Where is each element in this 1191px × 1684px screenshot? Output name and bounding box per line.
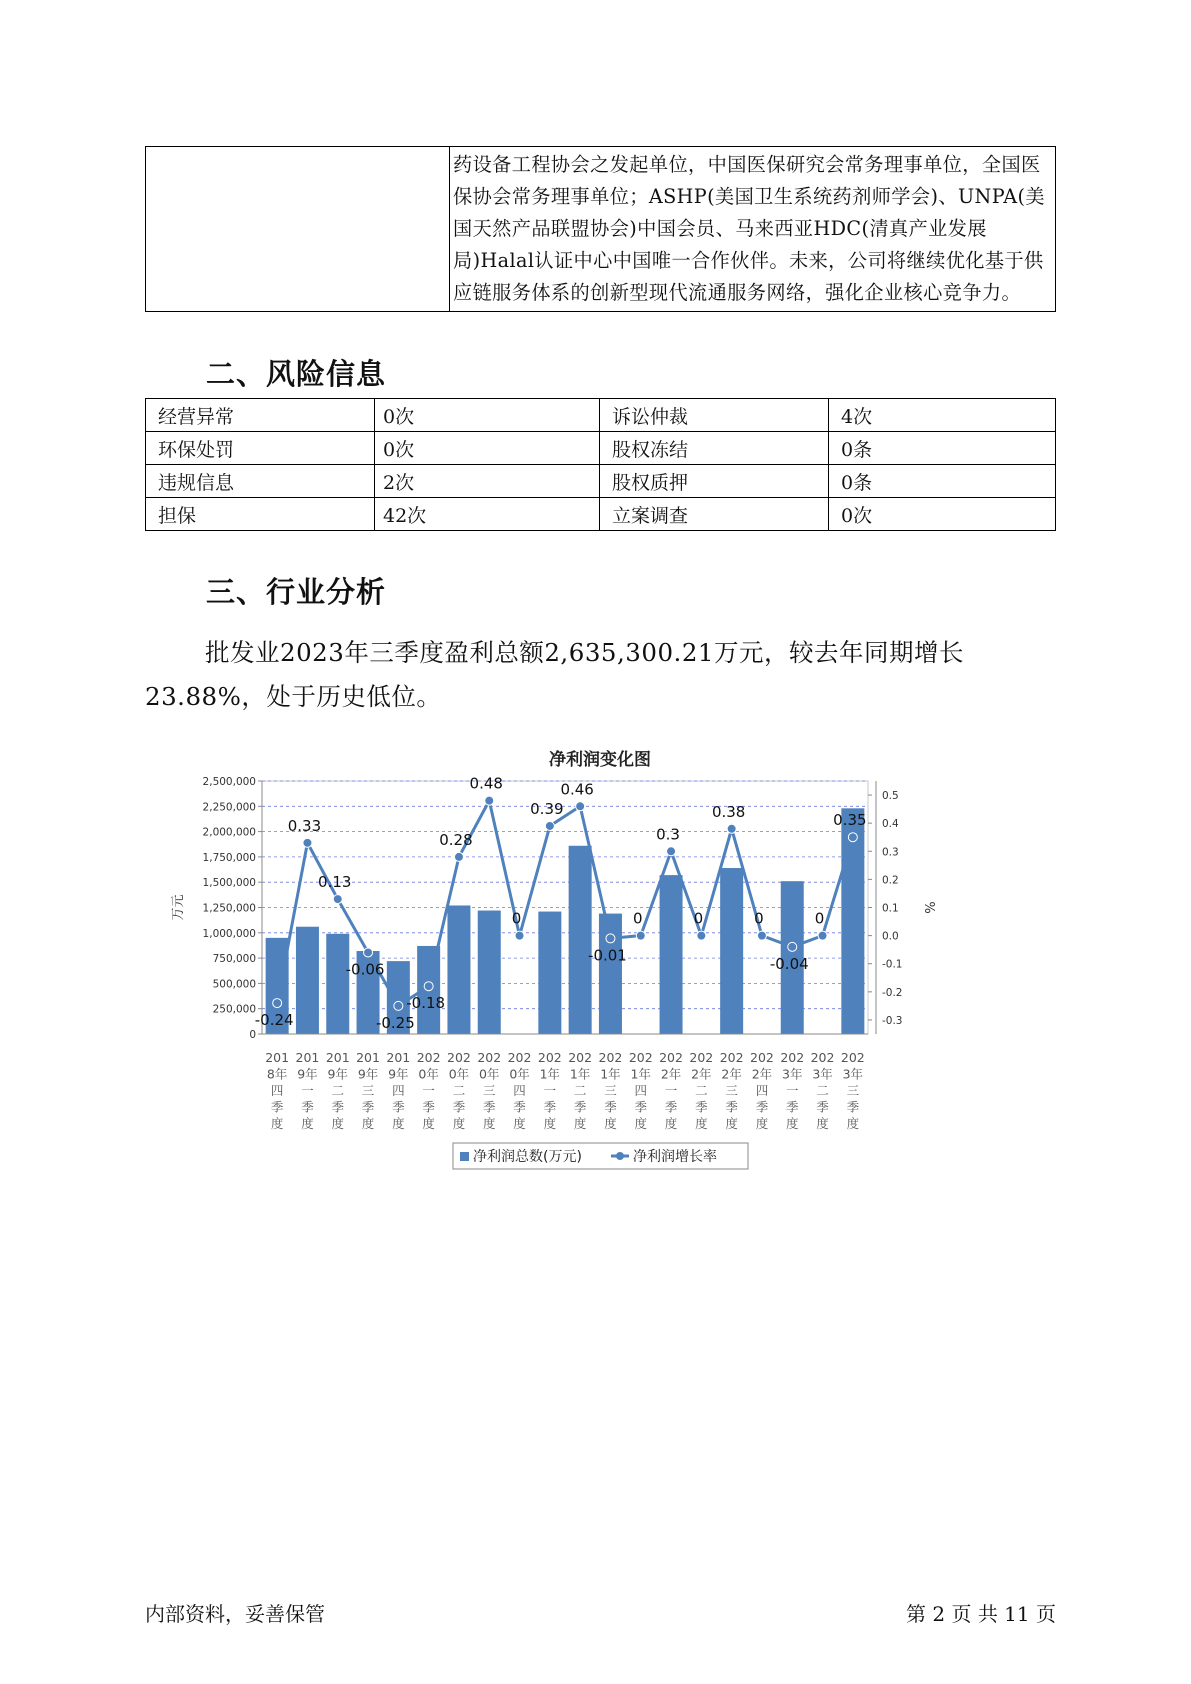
x-tick-label: 202 3年一季度 xyxy=(780,1050,805,1131)
profit-bar xyxy=(660,875,683,1034)
growth-rate-data-label: 0 xyxy=(693,909,704,928)
x-tick-label: 201 9年三季度 xyxy=(356,1050,380,1131)
y2-tick-label: -0.1 xyxy=(882,958,903,971)
growth-rate-data-label: 0.48 xyxy=(469,774,503,793)
profit-bar xyxy=(538,912,561,1034)
growth-rate-point xyxy=(545,821,554,830)
y-tick-label: 1,750,000 xyxy=(202,851,256,864)
growth-rate-data-label: -0.18 xyxy=(406,994,446,1013)
legend-line-marker xyxy=(616,1152,624,1160)
x-tick-label: 202 1年三季度 xyxy=(598,1050,623,1131)
growth-rate-point xyxy=(485,796,494,805)
growth-rate-point xyxy=(727,824,736,833)
risk-value-1-4: 4次 xyxy=(829,399,1056,432)
x-tick-label: 202 0年四季度 xyxy=(507,1050,532,1131)
growth-rate-data-label: 0.39 xyxy=(530,799,564,818)
x-tick-label: 202 2年四季度 xyxy=(750,1050,774,1131)
growth-rate-point xyxy=(364,948,373,957)
growth-rate-data-label: 0.33 xyxy=(287,816,322,835)
growth-rate-point xyxy=(606,934,615,943)
risk-row xyxy=(146,498,1056,531)
growth-rate-point xyxy=(394,1001,403,1010)
risk-value-1-2: 0次 xyxy=(375,399,600,432)
growth-rate-point xyxy=(848,833,857,842)
x-tick-label: 202 1年四季度 xyxy=(628,1050,653,1131)
y-axis-label: 万元 xyxy=(171,894,186,921)
growth-rate-point xyxy=(515,931,524,940)
risk-key-4-3: 立案调查 xyxy=(600,498,829,531)
y2-tick-label: 0.4 xyxy=(882,818,899,831)
growth-rate-point xyxy=(667,847,676,856)
y-tick-label: 500,000 xyxy=(212,978,256,991)
y-tick-label: 1,500,000 xyxy=(202,877,256,890)
footer-page-number: 第 2 页 共 11 页 xyxy=(906,1602,1056,1626)
x-tick-label: 202 1年二季度 xyxy=(568,1050,593,1131)
intro-label-cell xyxy=(146,147,450,312)
growth-rate-point xyxy=(818,931,827,940)
section-title-risk: 二、风险信息 xyxy=(206,357,387,391)
risk-key-2-1: 环保处罚 xyxy=(146,432,375,465)
risk-value-4-2: 42次 xyxy=(375,498,600,531)
x-tick-label: 201 9年四季度 xyxy=(386,1050,411,1131)
growth-rate-data-label: 0.38 xyxy=(711,802,746,821)
profit-bar xyxy=(569,846,592,1034)
y2-tick-label: 0.3 xyxy=(882,846,899,859)
x-tick-label: 202 2年三季度 xyxy=(719,1050,744,1131)
x-tick-label: 202 0年三季度 xyxy=(477,1050,502,1131)
growth-rate-data-label: -0.25 xyxy=(375,1013,415,1032)
growth-rate-point xyxy=(636,931,645,940)
x-tick-label: 202 1年一季度 xyxy=(537,1050,562,1131)
growth-rate-data-label: 0.35 xyxy=(833,811,867,830)
risk-value-2-2: 0次 xyxy=(375,432,600,465)
risk-key-2-3: 股权冻结 xyxy=(600,432,829,465)
y-tick-label: 2,500,000 xyxy=(202,776,256,788)
profit-bar xyxy=(599,914,622,1034)
footer-left: 内部资料，妥善保管 xyxy=(145,1602,325,1626)
risk-value-4-4: 0次 xyxy=(829,498,1056,531)
growth-rate-data-label: 0 xyxy=(814,909,825,928)
y-tick-label: 750,000 xyxy=(212,953,256,966)
x-tick-label: 201 8年四季度 xyxy=(265,1050,290,1131)
growth-rate-point xyxy=(454,852,463,861)
risk-info-table xyxy=(145,398,1056,531)
growth-rate-data-label: 0 xyxy=(754,909,764,928)
growth-rate-data-label: -0.04 xyxy=(769,954,809,973)
y2-tick-label: 0.5 xyxy=(882,790,899,803)
growth-rate-point xyxy=(788,942,797,951)
risk-key-3-3: 股权质押 xyxy=(600,465,829,498)
legend-line-label: 净利润增长率 xyxy=(633,1149,717,1165)
y-tick-label: 2,000,000 xyxy=(202,826,256,839)
growth-rate-data-label: 0.13 xyxy=(318,873,352,892)
x-tick-label: 202 2年一季度 xyxy=(659,1050,683,1131)
industry-paragraph: 批发业2023年三季度盈利总额2,635,300.21万元，较去年同期增长23.88%，处于历史低位。 xyxy=(145,638,965,711)
growth-rate-data-label: 0 xyxy=(511,909,522,928)
growth-rate-point xyxy=(697,931,706,940)
y2-tick-label: 0.2 xyxy=(882,874,899,887)
risk-key-3-1: 违规信息 xyxy=(146,465,375,498)
y-tick-label: 0 xyxy=(249,1029,256,1041)
growth-rate-data-label: -0.24 xyxy=(254,1011,294,1030)
risk-value-3-2: 2次 xyxy=(375,465,600,498)
y2-tick-label: -0.2 xyxy=(882,986,903,999)
risk-row xyxy=(146,465,1056,498)
profit-bar xyxy=(296,927,319,1034)
y-tick-label: 2,250,000 xyxy=(202,801,256,814)
chart-title: 净利润变化图 xyxy=(549,750,651,770)
risk-key-4-1: 担保 xyxy=(146,498,375,531)
y2-tick-label: -0.3 xyxy=(882,1014,903,1027)
profit-bar xyxy=(447,905,470,1034)
company-intro-table xyxy=(145,146,1056,312)
growth-rate-data-label: 0.3 xyxy=(656,825,680,844)
section-title-industry: 三、行业分析 xyxy=(206,575,387,609)
legend-bar-label: 净利润总数(万元) xyxy=(473,1149,582,1165)
growth-rate-point xyxy=(303,838,312,847)
growth-rate-data-label: 0 xyxy=(632,909,643,928)
growth-rate-point xyxy=(333,895,342,904)
risk-key-1-3: 诉讼仲裁 xyxy=(600,399,829,432)
x-tick-label: 202 3年二季度 xyxy=(810,1050,835,1131)
x-tick-label: 201 9年一季度 xyxy=(295,1050,320,1131)
growth-rate-data-label: -0.06 xyxy=(345,960,385,979)
x-tick-label: 202 0年二季度 xyxy=(447,1050,471,1131)
growth-rate-point xyxy=(757,931,766,940)
y2-tick-label: 0.1 xyxy=(882,902,899,915)
risk-value-3-4: 0条 xyxy=(829,465,1056,498)
y-tick-label: 1,000,000 xyxy=(202,927,256,940)
risk-row xyxy=(146,399,1056,432)
legend-bar-swatch xyxy=(460,1152,469,1161)
y2-tick-label: 0.0 xyxy=(882,930,899,943)
y2-axis-label: % xyxy=(921,901,936,914)
x-tick-label: 202 2年二季度 xyxy=(689,1050,714,1131)
profit-bar xyxy=(326,934,349,1034)
x-tick-label: 202 0年一季度 xyxy=(416,1050,441,1131)
net-profit-chart xyxy=(170,735,1050,1195)
risk-key-1-1: 经营异常 xyxy=(146,399,375,432)
growth-rate-point xyxy=(273,999,282,1008)
growth-rate-point xyxy=(576,802,585,811)
risk-row xyxy=(146,432,1056,465)
profit-bar xyxy=(720,868,743,1034)
intro-text-cell: 药设备工程协会之发起单位，中国医保研究会常务理事单位，全国医保协会常务理事单位；ASHP(美国卫生系统药剂师学会)、UNPA(美国天然产品联盟协会)中国会员、马来西亚HDC(清真产业发展局)Halal认证中心中国唯一合作伙伴。未来，公司将继续优化基于供应链服务体系的创新型现代流通服务网络，强化企业核心竞争力。 xyxy=(450,147,1056,312)
risk-value-2-4: 0条 xyxy=(829,432,1056,465)
y-tick-label: 250,000 xyxy=(212,1003,256,1016)
x-tick-label: 202 3年三季度 xyxy=(840,1050,865,1131)
growth-rate-data-label: 0.28 xyxy=(439,830,473,849)
y-tick-label: 1,250,000 xyxy=(202,902,256,915)
profit-bar xyxy=(478,911,501,1034)
growth-rate-data-label: -0.01 xyxy=(588,946,627,965)
x-tick-label: 201 9年二季度 xyxy=(325,1050,350,1131)
growth-rate-point xyxy=(424,982,433,991)
growth-rate-data-label: 0.46 xyxy=(560,780,594,799)
